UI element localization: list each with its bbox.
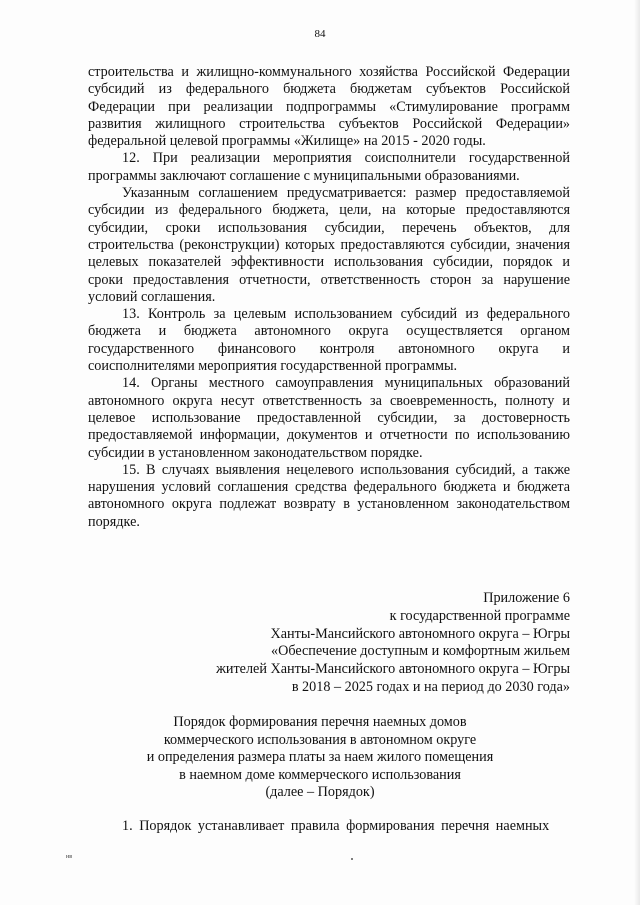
title-line: Порядок формирования перечня наемных домов	[173, 714, 467, 730]
title-line: в наемном доме коммерческого использования	[179, 766, 461, 783]
page-number: 84	[314, 28, 326, 40]
paragraph-1-start: 1. Порядок устанавливает правила формирования перечня наемных	[122, 818, 550, 834]
title-line: (далее – Порядок)	[265, 784, 375, 801]
paragraph-13: 13. Контроль за целевым использованием субсидий из федерального бюджета и бюджета автономного округа осуществляется органом государственного финансового контроля автономного округа и соисполнителями мероприятия государственной программы.	[88, 306, 570, 375]
paragraph-continuation: строительства и жилищно-коммунального хозяйства Российской Федерации субсидий из федерального бюджета бюджетам субъектов Российской Федерации при реализации подпрограммы «Стимулирование программ развития жилищного строительства субъектов Российской Федерации» федеральной целевой программы «Жилище» на 2015 - 2020 годы.	[88, 64, 570, 150]
appendix-header	[150, 590, 570, 697]
appendix-line: Приложение 6	[483, 590, 570, 606]
appendix-line: Ханты-Мансийского автономного округа – Югры	[270, 625, 570, 642]
appendix-line: «Обеспечение доступным и комфортным жильем	[270, 643, 570, 660]
scan-dot	[351, 858, 353, 860]
appendix-line: жителей Ханты-Мансийского автономного округа – Югры	[216, 661, 570, 678]
paragraph-12: 12. При реализации мероприятия соисполнители государственной программы заключают соглашение с муниципальными образованиями.	[88, 150, 570, 184]
appendix-line: в 2018 – 2025 годах и на период до 2030 года»	[291, 678, 570, 695]
paragraph-15: 15. В случаях выявления нецелевого использования субсидий, а также нарушения условий соглашения средства федерального бюджета и бюджета автономного округа подлежат возврату в установленном законодательством порядке.	[88, 461, 570, 530]
appendix-line: к государственной программе	[389, 607, 570, 624]
page-edge-shadow	[634, 0, 640, 905]
paragraph-agreement: Указанным соглашением предусматривается: размер предоставляемой субсидии из федерального бюджета, цели, на которые предоставляются субсидии, сроки использования субсидии, перечень объектов, для строительства (реконструкции) которых предоставляются субсидии, значения целевых показателей эффективности использования субсидии, порядок и сроки предоставления отчетности, ответственность сторон за нарушение условий соглашения.	[88, 185, 570, 305]
title-line: коммерческого использования в автономном округе	[163, 731, 477, 748]
document-title	[110, 714, 530, 802]
paragraph-14: 14. Органы местного самоуправления муниципальных образований автономного округа несут ответственность за своевременность, полноту и целевое использование предоставленной субсидии, за достоверность предоставляемой информации, документов и отчетности по использованию субсидии в установленном законодательством порядке.	[88, 375, 570, 461]
body-text	[88, 64, 570, 531]
footer-mark: нв	[66, 854, 73, 860]
title-line: и определения размера платы за наем жилого помещения	[146, 749, 494, 766]
